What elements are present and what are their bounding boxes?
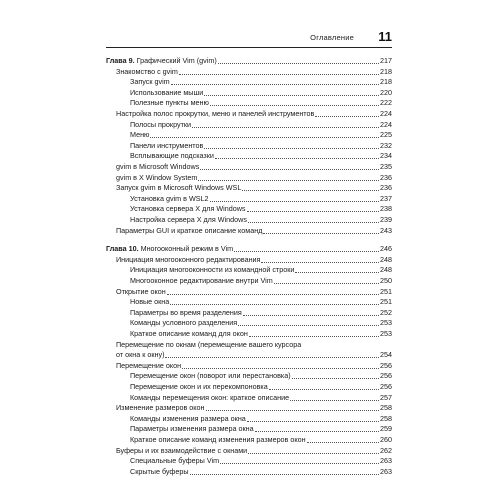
toc-entry[interactable] xyxy=(106,276,392,286)
toc-chapter-number: Глава 9. xyxy=(106,56,135,65)
toc-entry[interactable] xyxy=(106,109,392,119)
toc-leader-dots xyxy=(247,211,379,212)
toc-page-number: 253 xyxy=(380,329,392,338)
toc-entry[interactable] xyxy=(106,162,392,172)
toc-entry-title: Перемещение по окнам (перемещение вашего курсора xyxy=(116,339,302,349)
toc-entry-title: Перемещение окон и их перекомпоновка xyxy=(130,382,268,391)
toc-page-number: 260 xyxy=(380,435,392,444)
toc-leader-dots xyxy=(182,368,379,369)
toc-entry[interactable] xyxy=(106,403,392,413)
toc-chapter-number: Глава 10. xyxy=(106,244,139,254)
toc-page-number: 220 xyxy=(380,87,392,97)
toc-entry[interactable] xyxy=(106,308,392,318)
toc-page-number: 256 xyxy=(380,382,392,391)
toc-entry-title: Инициация многооконности из командной строки xyxy=(130,265,295,275)
toc-entry-title: Изменение размеров окон xyxy=(116,403,205,413)
toc-entry[interactable] xyxy=(106,371,392,381)
toc-chapter-entry[interactable] xyxy=(106,56,392,66)
toc-page-number: 225 xyxy=(380,130,392,140)
toc-entry-title: Меню xyxy=(130,130,150,140)
toc-entry-title: Всплывающие подсказки xyxy=(130,151,214,161)
toc-entry-title: Использование мыши xyxy=(130,87,204,97)
toc-page-number: 263 xyxy=(380,466,392,476)
toc-entry-title: Запуск gvim в Microsoft Windows WSL xyxy=(116,183,242,193)
toc-leader-dots xyxy=(204,148,379,149)
toc-leader-dots xyxy=(192,127,379,128)
toc-entry-title: Панели инструментов xyxy=(130,140,204,150)
toc-chapter-title: Графический Vim (gvim) xyxy=(134,56,217,65)
toc-entry[interactable] xyxy=(106,446,392,456)
toc-leader-dots xyxy=(198,180,379,181)
toc-leader-dots xyxy=(218,63,379,64)
toc-leader-dots xyxy=(274,283,379,284)
toc-leader-dots xyxy=(307,442,379,443)
toc-leader-dots xyxy=(171,84,379,85)
toc-entry-title: Многооконное редактирование внутри Vim xyxy=(130,276,273,285)
toc-entry[interactable] xyxy=(106,382,392,392)
toc-leader-dots xyxy=(206,410,380,411)
toc-entry-title: Специальные буферы Vim xyxy=(130,456,220,466)
toc-page-number: 259 xyxy=(380,424,392,434)
toc-entry-title: gvim в X Window System xyxy=(116,172,198,182)
toc-entry[interactable] xyxy=(106,88,392,98)
toc-entry[interactable] xyxy=(106,414,392,424)
toc-page-number: 256 xyxy=(380,371,392,381)
toc-leader-dots xyxy=(150,137,379,138)
toc-page-number: 246 xyxy=(380,244,392,254)
toc-entry[interactable] xyxy=(106,255,392,265)
toc-leader-dots xyxy=(170,304,379,305)
toc-entry[interactable] xyxy=(106,130,392,140)
toc-leader-dots xyxy=(295,272,379,273)
toc-entry-title: Параметры изменения размера окна xyxy=(130,424,254,434)
toc-entry-title: Параметры во время разделения xyxy=(130,307,242,317)
toc-leader-dots xyxy=(290,400,379,401)
toc-page-number: 252 xyxy=(380,307,392,317)
toc-entry[interactable] xyxy=(106,151,392,161)
toc-entry[interactable] xyxy=(106,215,392,225)
toc-chapter-entry[interactable] xyxy=(106,244,392,254)
toc-page-number: 253 xyxy=(380,318,392,328)
toc-leader-dots xyxy=(179,74,379,75)
toc-entry-title: Открытие окон xyxy=(116,286,166,296)
toc-page-number: 234 xyxy=(380,151,392,161)
toc-page-number: 232 xyxy=(380,140,392,150)
toc-entry-title xyxy=(106,56,217,66)
toc-entry[interactable] xyxy=(106,456,392,466)
running-header-section: Оглавление xyxy=(310,33,354,42)
toc-entry-title: Запуск gvim xyxy=(130,77,170,87)
toc-page-number: 250 xyxy=(380,276,392,285)
toc-entry-title: от окна к окну) xyxy=(116,350,165,360)
toc-entry-title: Полосы прокрутки xyxy=(130,119,192,129)
toc-entry[interactable] xyxy=(106,183,392,193)
toc-entry-title: Настройка сервера X для Windows xyxy=(130,215,247,224)
toc-entry[interactable] xyxy=(106,141,392,151)
toc-page-number: 217 xyxy=(380,56,392,65)
toc-page-number: 251 xyxy=(380,297,392,307)
toc-chapter-title: Многооконный режим в Vim xyxy=(138,244,234,254)
toc-entry[interactable] xyxy=(106,297,392,307)
toc-entry-title: Буферы и их взаимодействие с окнами xyxy=(116,445,248,455)
toc-page-number: 236 xyxy=(380,183,392,193)
toc-entry-title: Команды изменения размера окна xyxy=(130,413,246,423)
toc-entry[interactable] xyxy=(106,265,392,275)
toc-page-number: 236 xyxy=(380,172,392,182)
toc-entry[interactable] xyxy=(106,226,392,236)
toc-page-number: 251 xyxy=(380,286,392,296)
toc-leader-dots xyxy=(292,378,379,379)
toc-page-number: 224 xyxy=(380,109,392,118)
toc-leader-dots xyxy=(200,169,379,170)
toc-leader-dots xyxy=(210,201,379,202)
toc-entry-title: Краткое описание команд для окон xyxy=(130,329,248,338)
toc-entry[interactable] xyxy=(106,204,392,214)
toc-page-number: 243 xyxy=(380,225,392,235)
toc-page-number: 224 xyxy=(380,119,392,129)
toc-leader-dots xyxy=(165,357,379,358)
toc-page-number: 237 xyxy=(380,193,392,203)
toc-leader-dots xyxy=(210,105,379,106)
toc-entry-title: Инициация многооконного редактирования xyxy=(116,254,261,264)
running-header xyxy=(106,29,392,48)
toc-page-number: 254 xyxy=(380,350,392,360)
toc-entry-title: Установка сервера X для Windows xyxy=(130,204,246,214)
toc-leader-dots xyxy=(249,336,379,337)
toc-entry[interactable] xyxy=(106,393,392,403)
toc-entry-title: Установка gvim в WSL2 xyxy=(130,193,209,203)
toc-entry-title: Параметры GUI и краткое описание команд xyxy=(116,225,263,235)
toc-entry-title: Перемещение окон (поворот или перестановка) xyxy=(130,371,291,381)
toc-page-number: 235 xyxy=(380,162,392,171)
toc-page-number: 218 xyxy=(380,66,392,76)
toc-page-number: 262 xyxy=(380,445,392,455)
toc-entry[interactable] xyxy=(106,361,392,371)
toc-entry-title: Краткое описание команд изменения размеров окон xyxy=(130,435,306,444)
toc-page-number: 263 xyxy=(380,456,392,466)
toc-leader-dots xyxy=(234,251,379,252)
toc-page-number: 238 xyxy=(380,204,392,214)
toc-entry-title xyxy=(106,244,233,254)
toc-page-number: 256 xyxy=(380,360,392,370)
toc-page-number: 258 xyxy=(380,413,392,423)
toc-page-number: 222 xyxy=(380,98,392,108)
toc-page-number: 218 xyxy=(380,77,392,87)
toc-entry[interactable] xyxy=(106,318,392,328)
toc-entry[interactable] xyxy=(106,67,392,77)
toc-entry-title: Перемещение окон xyxy=(116,360,182,370)
toc-leader-dots xyxy=(269,389,379,390)
toc-entry[interactable] xyxy=(106,120,392,130)
toc-leader-dots xyxy=(204,95,379,96)
toc-entry-title: Знакомство с gvim xyxy=(116,66,178,76)
toc-entry[interactable] xyxy=(106,467,392,477)
toc-entry[interactable] xyxy=(106,287,392,297)
toc-leader-dots xyxy=(247,421,379,422)
toc-leader-dots xyxy=(238,325,379,326)
toc-leader-dots xyxy=(220,463,379,464)
toc-entry[interactable] xyxy=(106,435,392,445)
toc-entry[interactable] xyxy=(106,173,392,183)
toc-leader-dots xyxy=(167,294,379,295)
toc-page-number: 257 xyxy=(380,392,392,402)
toc-leader-dots xyxy=(248,453,379,454)
toc-leader-dots xyxy=(248,222,379,223)
toc-page-number: 248 xyxy=(380,254,392,264)
toc-page-number: 239 xyxy=(380,215,392,224)
toc-entry[interactable] xyxy=(106,340,392,350)
toc-leader-dots xyxy=(255,431,379,432)
toc-entry[interactable] xyxy=(106,77,392,87)
toc-entry-title: Настройка полос прокрутки, меню и панелей инструментов xyxy=(116,109,315,118)
toc-entry-title: Новые окна xyxy=(130,297,170,307)
toc-leader-dots xyxy=(315,116,379,117)
toc-entry[interactable] xyxy=(106,194,392,204)
toc-entry[interactable] xyxy=(106,329,392,339)
toc-entry-title: Команды условного разделения xyxy=(130,318,238,328)
toc-entry-title: Скрытые буферы xyxy=(130,466,189,476)
toc-entry[interactable] xyxy=(106,424,392,434)
toc-leader-dots xyxy=(242,190,379,191)
page-number: 11 xyxy=(378,29,392,44)
toc-entry-title: Команды перемещения окон: краткое описание xyxy=(130,392,290,402)
toc-entry[interactable] xyxy=(106,350,392,360)
toc-leader-dots xyxy=(243,315,379,316)
toc-leader-dots xyxy=(215,158,379,159)
toc-entry-title: gvim в Microsoft Windows xyxy=(116,162,200,171)
toc-entry[interactable] xyxy=(106,98,392,108)
toc-entry-title: Полезные пункты меню xyxy=(130,98,209,108)
toc-leader-dots xyxy=(261,262,379,263)
toc-page-number: 248 xyxy=(380,265,392,275)
toc-page-number: 258 xyxy=(380,403,392,413)
toc-leader-dots xyxy=(263,233,379,234)
toc-leader-dots xyxy=(190,474,380,475)
